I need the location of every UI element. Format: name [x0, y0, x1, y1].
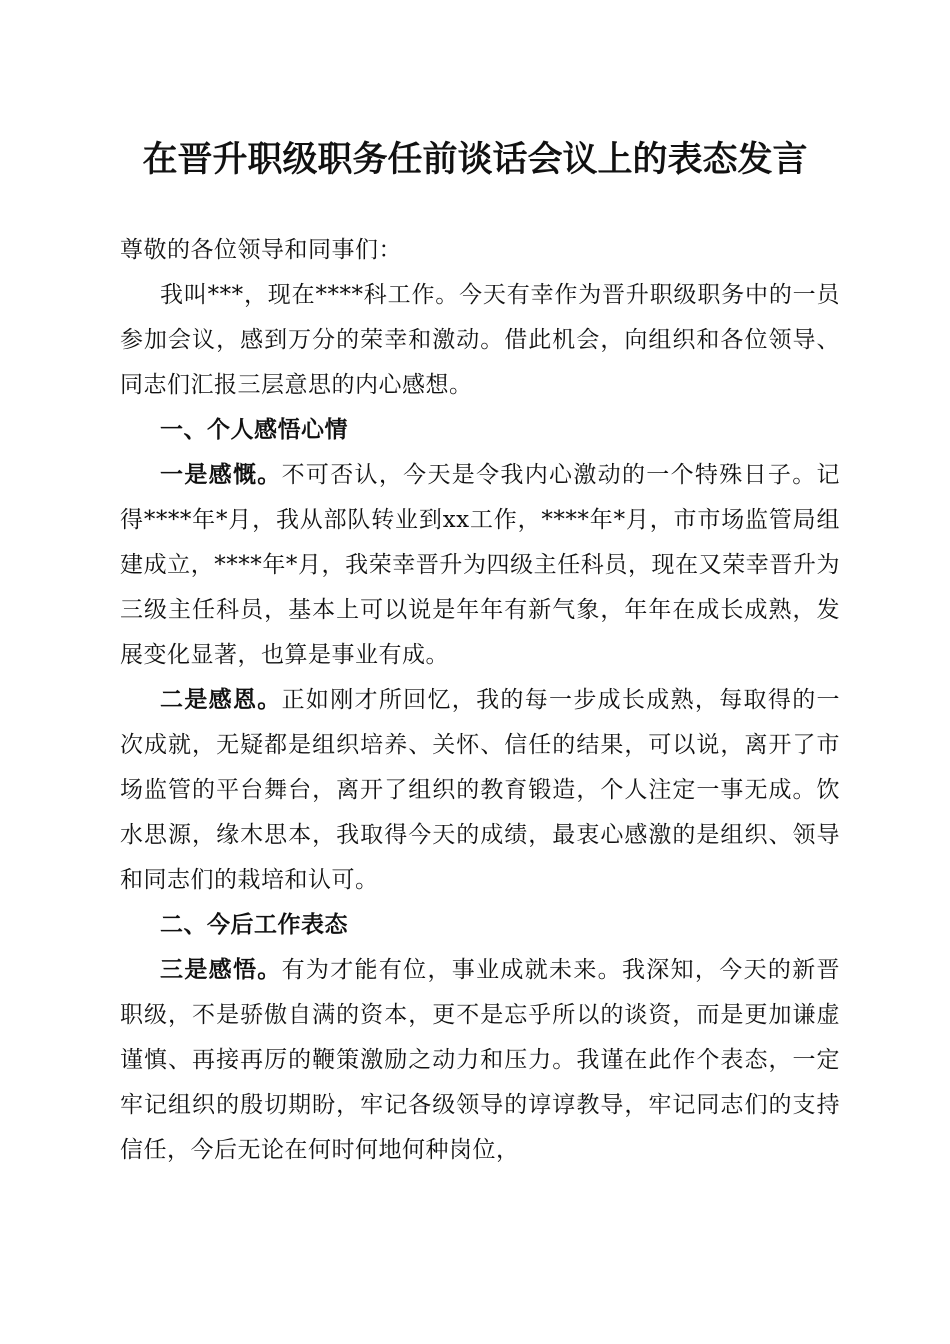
intro-paragraph: 我叫***，现在****科工作。今天有幸作为晋升职级职务中的一员参加会议，感到万分的荣幸和激动。借此机会，向组织和各位领导、同志们汇报三层意思的内心感想。 [120, 282, 840, 398]
salutation: 尊敬的各位领导和同事们： [120, 237, 402, 263]
paragraph-2-text: 正如刚才所回忆，我的每一步成长成熟，每取得的一次成就，无疑都是组织培养、关怀、信任的结果，可以说，离开了市场监管的平台舞台，离开了组织的教育锻造，个人注定一事无成。饮水思源，缘木思本，我取得今天的成绩，最衷心感激的是组织、领导和同志们的栽培和认可。 [120, 687, 841, 893]
document-body [120, 228, 840, 1173]
paragraph-1 [120, 453, 840, 678]
paragraph-2-lead: 二是感恩。 [160, 687, 282, 713]
paragraph-3 [120, 948, 840, 1173]
document-title: 在晋升职级职务任前谈话会议上的表态发言 [142, 139, 808, 180]
paragraph-1-lead: 一是感慨。 [160, 462, 282, 488]
section-heading-2: 二、今后工作表态 [160, 912, 348, 938]
paragraph-3-text: 有为才能有位，事业成就未来。我深知，今天的新晋职级，不是骄傲自满的资本，更不是忘乎所以的谈资，而是更加谦虚谨慎、再接再厉的鞭策激励之动力和压力。我谨在此作个表态，一定牢记组织的殷切期盼，牢记各级领导的谆谆教导，牢记同志们的支持信任，今后无论在何时何地何种岗位， [120, 957, 841, 1163]
section-heading-1: 一、个人感悟心情 [160, 417, 348, 443]
paragraph-1-text: 不可否认，今天是令我内心激动的一个特殊日子。记得****年*月，我从部队转业到xx工作，****年*月，市市场监管局组建成立，****年*月，我荣幸晋升为四级主任科员，现在又荣幸晋升为三级主任科员，基本上可以说是年年有新气象，年年在成长成熟，发展变化显著，也算是事业有成。 [120, 462, 841, 668]
paragraph-2 [120, 678, 840, 903]
paragraph-3-lead: 三是感悟。 [160, 957, 282, 983]
